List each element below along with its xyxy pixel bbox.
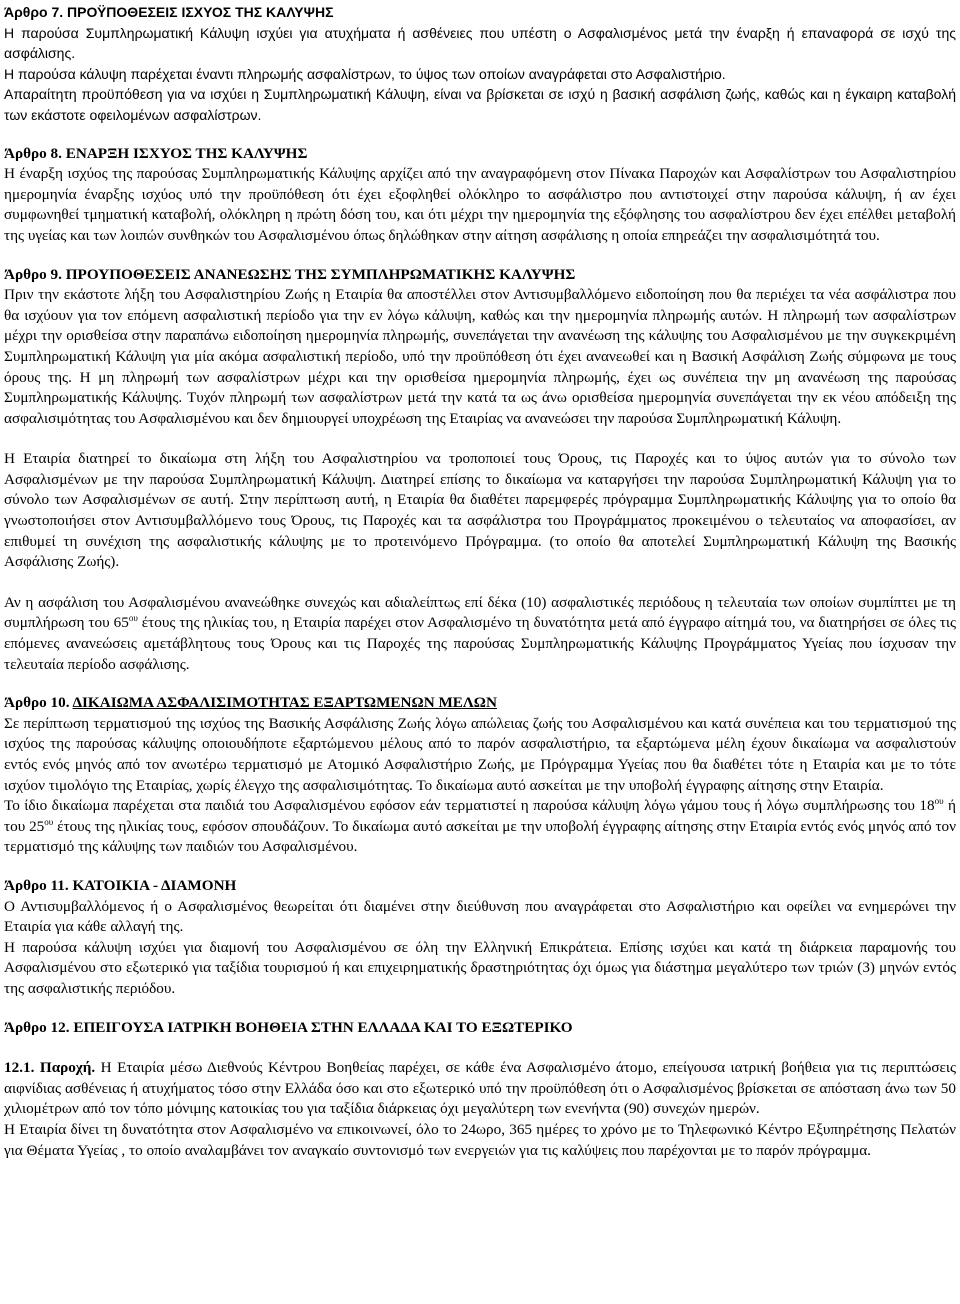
article-11-heading [4,876,956,897]
article-7-paragraph-1: Η παρούσα Συμπληρωματική Κάλυψη ισχύει για ατυχήματα ή ασθένειες που υπέστη ο Ασφαλισμένος μετά την έναρξη ή επαναφορά σε ισχύ της ασφάλισης. [4,24,956,62]
spacer [4,858,956,876]
article-9-title: ΠΡΟΥΠΟΘΕΣΕΙΣ ΑΝΑΝΕΩΣΗΣ ΤΗΣ ΣΥΜΠΛΗΡΩΜΑΤΙΚΗΣ ΚΑΛΥΨΗΣ [65,265,576,283]
article-10-number: Άρθρο 10. [4,694,70,712]
article-12-title: ΕΠΕΙΓΟΥΣΑ ΙΑΤΡΙΚΗ ΒΟΗΘΕΙΑ ΣΤΗΝ ΕΛΛΑΔΑ ΚΑΙ ΤΟ ΕΞΩΤΕΡΙΚΟ [73,1018,573,1036]
article-12-1-label: 12.1. Παροχή. [4,1059,96,1077]
article-7 [4,2,956,126]
article-8-title: ΕΝΑΡΞΗ ΙΣΧΥΟΣ ΤΗΣ ΚΑΛΥΨΗΣ [65,144,308,162]
article-11-paragraph-2: Η παρούσα κάλυψη ισχύει για διαμονή του Ασφαλισμένου σε όλη την Ελληνική Επικράτεια. Επίσης ισχύει και κατά τη διάρκεια παραμονής του Ασφαλισμένου στο εξωτερικό για ταξίδια τουρισμού ή και επιχειρηματικής δραστηριότητας όχι όμως για διάστημα μεγαλύτερο των τριών (3) μηνών εντός της ασφαλιστικής περιόδου. [4,938,956,997]
article-8 [4,144,956,247]
article-12-1-paragraph-1-text: Η Εταιρία μέσω Διεθνούς Κέντρου Βοηθείας παρέχει, σε κάθε ένα Ασφαλισμένο άτομο, επείγουσα ιατρική βοήθεια για τις περιπτώσεις αιφνίδιας ασθένειας ή ατυχήματος τόσο στην Ελλάδα όσο και στο εξωτερικό υπό την προϋπόθεση ότι ο Ασφαλισμένος βρίσκεται σε απόσταση άνω των 50 χιλιομέτρων από τον τόπο μόνιμης κατοικίας του για ταξίδια διάρκειας όχι μεγαλύτερη των ενενήντα (90) συνεχών ημερών. [4,1059,956,1118]
article-9-paragraph-3-part-a: Αν η ασφάλιση του Ασφαλισμένου ανανεώθηκε συνεχώς και αδιαλείπτως επί δέκα (10) ασφαλιστικές περιόδους η τελευταία των οποίων συμπίπτει με τη συμπλήρωση του 65 [4,593,956,632]
article-10-title: ΔΙΚΑΙΩΜΑ ΑΣΦΑΛΙΣΙΜΟΤΗΤΑΣ ΕΞΑΡΤΩΜΕΝΩΝ ΜΕΛΩΝ [72,694,497,712]
article-8-paragraph-1: Η έναρξη ισχύος της παρούσας Συμπληρωματικής Κάλυψης αρχίζει από την αναγραφόμενη στον Πίνακα Παροχών και Ασφαλίστρων του Ασφαλιστηρίου ημερομηνία έναρξης ισχύος υπό την προϋπόθεση ότι έχει εξοφληθεί ολόκληρο το ασφάλιστρο που αντιστοιχεί στην παρούσα κάλυψη, ή αν έχει συμφωνηθεί τμηματική καταβολή, ολόκληρη η πρώτη δόση του, και ότι μέχρι την ημερομηνία της εξόφλησης του ασφαλίστρου δεν έχει επέλθει μεταβολή της υγείας και των λοιπών συνθηκών του Ασφαλισμένου όπως δηλώθηκαν στην αίτηση ασφάλισης η οποία επηρεάζει την ασφαλισιμότητά του. [4,165,956,244]
article-10-paragraph-2-part-c: έτους της ηλικίας τους, εφόσον σπουδάζουν. Το δικαίωμα αυτό ασκείται με την υποβολή έγγραφης αίτησης στην Εταιρία εντός ενός μηνός από τον τερματισμό της κάλυψης των παιδιών του Ασφαλισμένου. [4,817,957,856]
article-11-number: Άρθρο 11. [4,876,69,894]
article-9-heading [4,265,956,286]
article-11-title: ΚΑΤΟΙΚΙΑ - ΔΙΑΜΟΝΗ [72,876,237,894]
article-10-paragraph-2-part-a: Το ίδιο δικαίωμα παρέχεται στα παιδιά του Ασφαλισμένου εφόσον εάν τερματιστεί η παρούσα κάλυψη λόγω γάμου τους ή λόγω συμπλήρωσης του 18 [4,797,935,815]
article-12-number: Άρθρο 12. [4,1018,70,1036]
spacer [4,675,956,693]
article-7-paragraph-3: Απαραίτητη προϋπόθεση για να ισχύει η Συμπληρωματική Κάλυψη, είναι να βρίσκεται σε ισχύ η βασική ασφάλιση ζωής, καθώς και η έγκαιρη καταβολή των εκάστοτε οφειλομένων ασφαλίστρων. [4,86,956,123]
spacer [4,1000,956,1018]
article-12-heading [4,1018,956,1039]
article-7-number: Άρθρο 7. [4,4,64,20]
article-7-paragraph-2: Η παρούσα κάλυψη παρέχεται έναντι πληρωμής ασφαλίστρων, το ύψος των οποίων αναγράφεται στο Ασφαλιστήριο. [4,65,726,82]
article-11 [4,876,956,1000]
article-9-paragraph-2: Η Εταιρία διατηρεί το δικαίωμα στη λήξη του Ασφαλιστηρίου να τροποποιεί τους Όρους, τις Παροχές και το ύψος αυτών για το σύνολο των Ασφαλισμένων με την παρούσα Συμπληρωματική Κάλυψη. Διατηρεί επίσης το δικαίωμα να καταργήσει την παρούσα Συμπληρωματική Κάλυψη για το σύνολο των Ασφαλισμένων σε αυτή. Στην περίπτωση αυτή, η Εταιρία θα διαθέτει παρεμφερές πρόγραμμα Συμπληρωματικής Κάλυψης για το οποίο θα γνωστοποιήσει στον Αντισυμβαλλόμενο τους Όρους, τις Παροχές και τα ασφάλιστρα του Προγράμματος προκειμένου ο τελευταίος να αποφασίσει, αν επιθυμεί τη συνέχιση της ασφαλιστικής κάλυψης με το προτεινόμενο Πρόγραμμα. (το οποίο θα αποτελεί Συμπληρωματική Κάλυψη της Βασικής Ασφάλισης Ζωής). [4,450,956,571]
article-10-paragraph-2 [4,796,956,858]
article-8-heading [4,144,956,165]
article-10-paragraph-1: Σε περίπτωση τερματισμού της ισχύος της Βασικής Ασφάλισης Ζωής λόγω απώλειας ζωής του Ασφαλισμένου και κατά συνέπεια και του τερματισμού της ισχύος της παρούσας κάλυψης οποιουδήποτε εξαρτώμενου μέλους από το παρόν ασφαλιστήριο, τα εξαρτώμενα μέλη έχουν δικαίωμα να ασφαλιστούν εντός ενός μηνός από τον ανωτέρω τερματισμό με Ατομικό Ασφαλιστήριο Ζωής, με Πρόγραμμα Υγείας που θα διαθέτει τότε η Εταιρία και με το τότε ισχύον τιμολόγιο της Εταιρίας, χωρίς έλεγχο της ασφαλισιμότητας. Το δικαίωμα αυτό ασκείται με την υποβολή έγγραφης αίτησης στην Εταιρία. [4,714,956,794]
spacer [4,429,956,449]
article-8-number: Άρθρο 8. [4,144,62,162]
ordinal-superscript: ου [934,796,944,807]
article-12-1-paragraph-2: Η Εταιρία δίνει τη δυνατότητα στον Ασφαλισμένο να επικοινωνεί, όλο το 24ωρο, 365 ημέρες το χρόνο με το Τηλεφωνικό Κέντρο Εξυπηρέτησης Πελατών για Θέματα Υγείας , το οποίο αναλαμβάνει τον αναγκαίο συντονισμό των ενεργειών για τις καλύψεις που παρέχονται με το παρόν πρόγραμμα. [4,1120,956,1159]
article-9-paragraph-3 [4,593,956,675]
ordinal-superscript: ου [128,613,138,624]
article-12 [4,1018,956,1162]
spacer [4,1038,956,1058]
article-10-paragraph-2-part-b: ή του 25 [4,797,956,835]
article-9 [4,265,956,676]
article-10 [4,693,956,858]
spacer [4,573,956,593]
article-9-paragraph-1: Πριν την εκάστοτε λήξη του Ασφαλιστηρίου Ζωής η Εταιρία θα αποστέλλει στον Αντισυμβαλλόμενο ειδοποίηση που θα περιέχει τα νέα ασφάλιστρα που θα ισχύουν για τον επόμενη ασφαλιστική περίοδο για την εν λόγω κάλυψη, καθώς και την ημερομηνία πληρωμής αυτών. Η πληρωμή των ασφαλίστρων μέχρι την ορισθείσα στην παραπάνω ειδοποίηση ημερομηνία πληρωμής, συνεπάγεται την ανανέωση της κάλυψης του Ασφαλισμένου με την συγκεκριμένη Συμπληρωματική Κάλυψη για μία ακόμα ασφαλιστική περίοδο, υπό την προϋπόθεση ότι έχει ανανεωθεί και η Βασική Ασφάλιση Ζωής σύμφωνα με τους όρους της. Η μη πληρωμή των ασφαλίστρων μέχρι και την ορισθείσα ημερομηνία πληρωμής, έχει ως συνέπεια την μη ανανέωση της παρούσας Συμπληρωματικής Κάλυψης. Τυχόν πληρωμή των ασφαλίστρων μετά την κατά τα ως άνω ορισθείσα ημερομηνία συνεπάγεται την εκ νέου απόδειξη της ασφαλισιμότητας του Ασφαλισμένου και δεν δημιουργεί υποχρέωση της Εταιρίας να ανανεώσει την παρούσα Συμπληρωματική Κάλυψη. [4,286,956,427]
ordinal-superscript: ου [44,816,54,827]
spacer [4,247,956,265]
article-7-heading [4,2,956,23]
article-11-paragraph-1: Ο Αντισυμβαλλόμενος ή ο Ασφαλισμένος θεωρείται ότι διαμένει στην διεύθυνση που αναγράφεται στο Ασφαλιστήριο και οφείλει να ενημερώνει την Εταιρία για κάθε αλλαγή της. [4,897,956,936]
article-9-number: Άρθρο 9. [4,265,62,283]
article-12-1-paragraph-1 [4,1058,956,1120]
spacer [4,126,956,144]
article-7-title: ΠΡΟΫΠΟΘΕΣΕΙΣ ΙΣΧΥΟΣ ΤΗΣ ΚΑΛΥΨΗΣ [67,4,334,20]
article-10-heading [4,693,956,714]
article-9-paragraph-3-part-b: έτους της ηλικίας του, η Εταιρία παρέχει στον Ασφαλισμένο τη δυνατότητα μετά από έγγραφο αίτημά του, να διατηρήσει σε όλες τις επόμενες ανανεώσεις αμετάβλητους τους Όρους και τις Παροχές της παρούσας Συμπληρωματικής Κάλυψης Προγράμματος Υγείας που ίσχυσαν την τελευταία περίοδο ασφάλισης. [4,614,956,673]
